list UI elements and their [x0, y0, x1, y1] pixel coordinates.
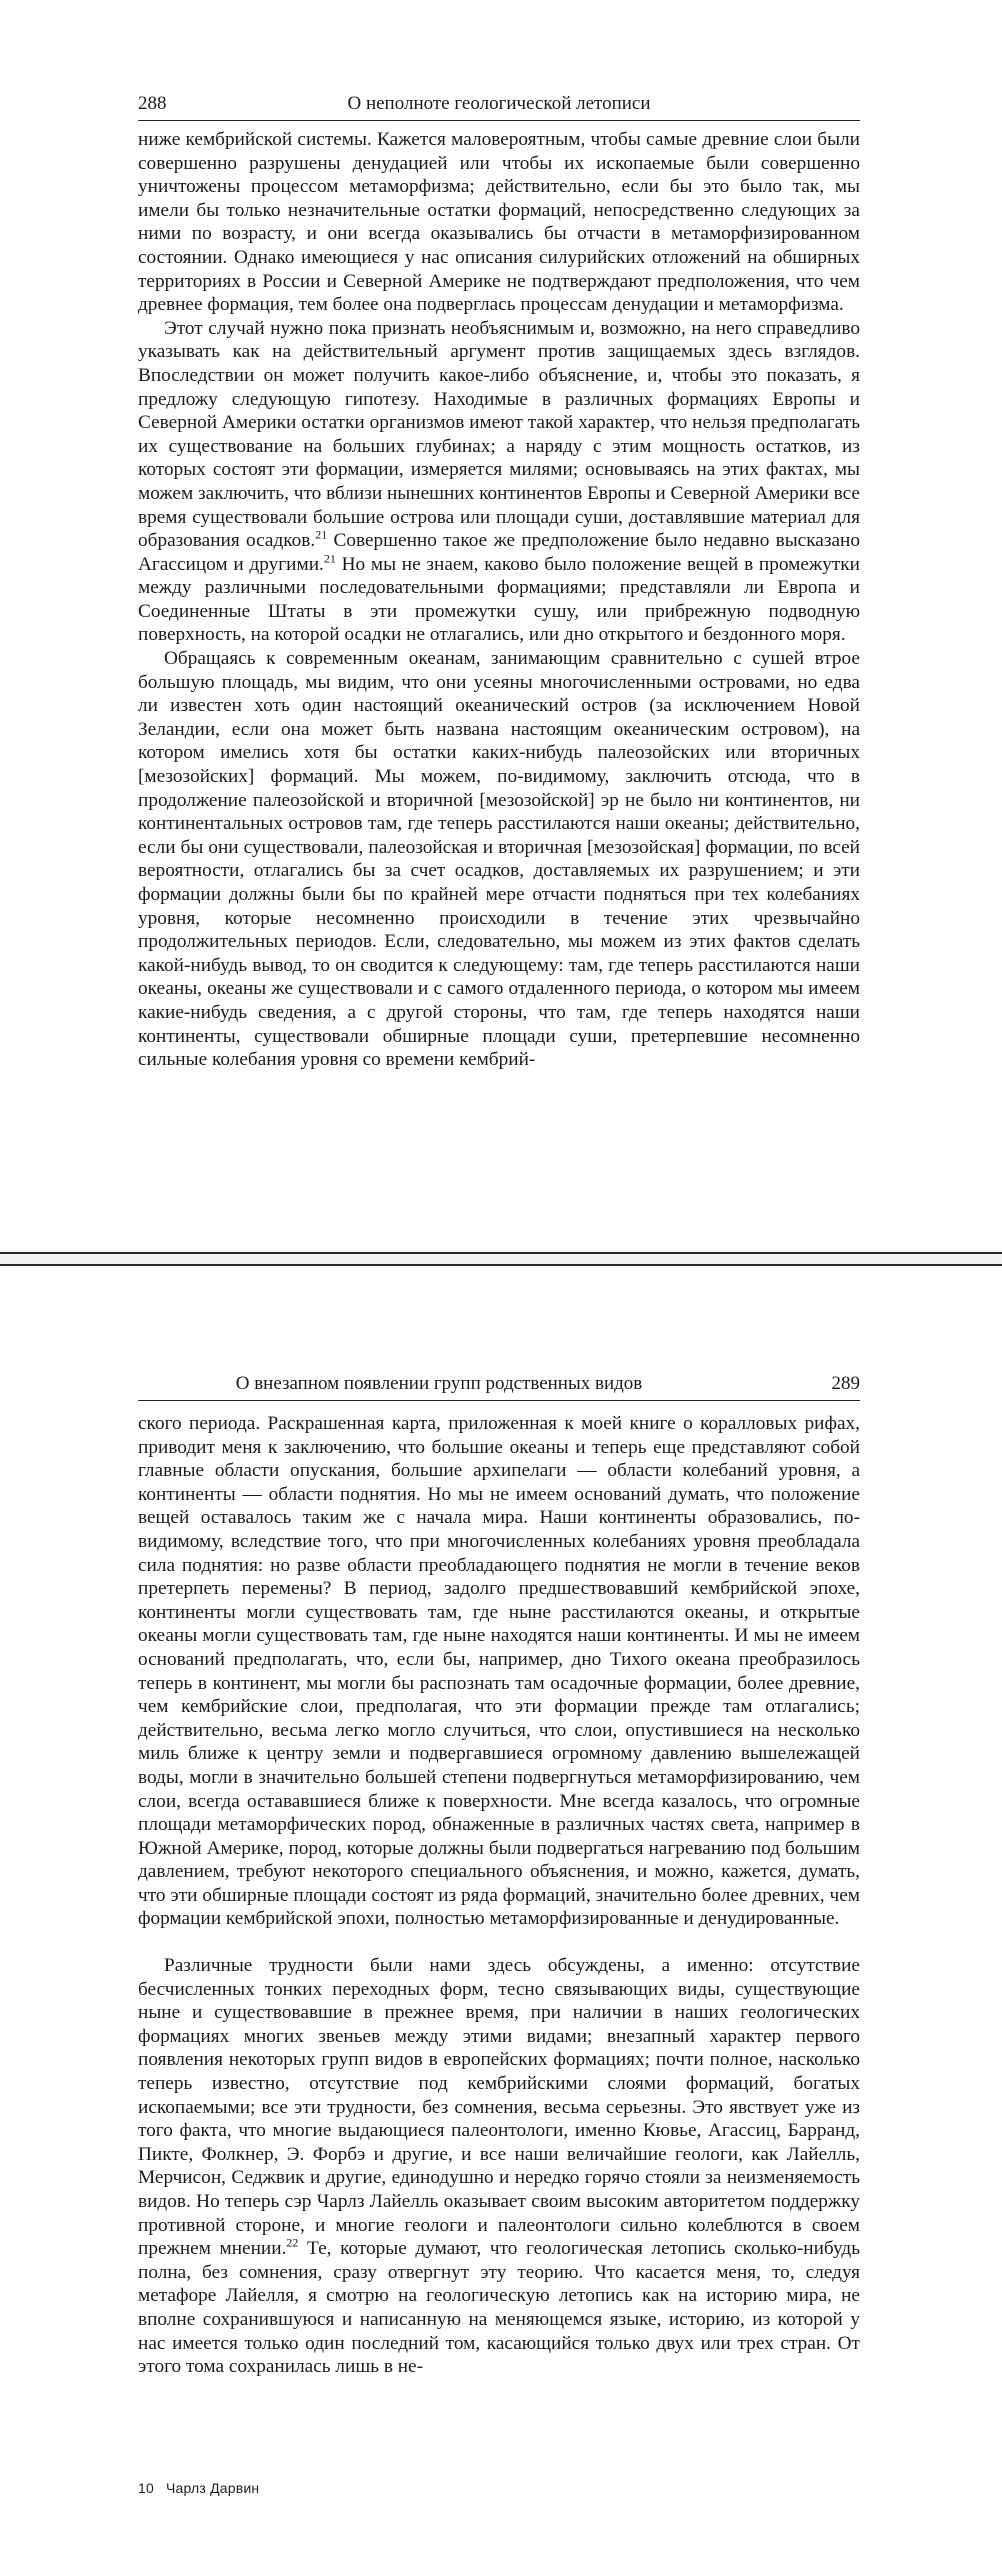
paragraph-2: Различные трудности были нами здесь обсуждены, а именно: отсутствие бесчисленных тонких переходных форм, тесно связывающих виды, существующие ныне и существовавшие в прежнее время, при наличии в наших геологических формациях многих звеньев между этими видами; внезапный характер первого появления некоторых групп видов в европейских формациях; почти полное, насколько теперь известно, отсутствие под кембрийскими слоями формаций, богатых ископаемыми; все эти трудности, без сомнения, весьма серьезны. Это явствует уже из того факта, что многие выдающиеся палеонтологи, именно Кювье, Агассиц, Барранд, Пикте, Фолкнер, Э. Форбэ и другие, и все наши величайшие геологи, как Лайелль, Мерчисон, Седжвик и другие, единодушно и нередко горячо стояли за неизменяемость видов. Но теперь сэр Чарлз Лайелль оказывает своим высоким авторитетом поддержку противной стороне, и многие геологи и палеонтологи сильно колеблются в своем прежнем мнении.$^{22}$ Те, которые думают, что геологическая летопись сколько-нибудь полна, без сомнения, сразу отвергнут эту теорию. Что касается меня, то, следуя метафоре Лайелля, я смотрю на геологическую летопись как на историю мира, не вполне сохранившуюся и написанную на меняющемся языке, историю, из которой у нас имеется только один последний том, касающийся только двух или трех стран. От этого тома сохранилась лишь в не- [138, 1955, 860, 2378]
signature-footer [138, 2480, 259, 2496]
running-title: О неполноте геологической летописи [347, 93, 651, 114]
running-head-288 [138, 90, 860, 121]
footnote-ref[interactable]: 21 [323, 551, 336, 566]
page-288-body [138, 128, 860, 1072]
running-head-289 [138, 1370, 860, 1401]
page-289-body [138, 1412, 860, 2379]
signature-number: 10 [138, 2480, 154, 2496]
paragraph-3: Обращаясь к современным океанам, занимающим сравнительно с сушей втрое большую площадь, мы видим, что они усеяны многочисленными островами, но едва ли известен хоть один настоящий океанический остров (за исключением Новой Зеландии, если она может быть названа настоящим океаническим островом), на котором имелись хотя бы остатки каких-нибудь палеозойских или вторичных [мезозойских] формаций. Мы можем, по-видимому, заключить отсюда, что в продолжение палеозойской и вторичной [мезозойской] эр не было ни континентов, ни континентальных островов там, где теперь расстилаются наши океаны; действительно, если бы они существовали, палеозойская и вторичная [мезозойская] формации, по всей вероятности, отлагались бы за счет осадков, доставляемых их разрушением; и эти формации должны были бы по крайней мере отчасти подняться при тех колебаниях уровня, которые несомненно происходили в течение этих чрезвычайно продолжительных периодов. Если, следовательно, мы можем из этих фактов сделать какой-нибудь вывод, то он сводится к следующему: там, где теперь расстилаются наши океаны, океаны же существовали и с самого отдаленного периода, о котором мы имеем какие-нибудь сведения, а с другой стороны, что там, где теперь находятся наши континенты, существовали обширные площади суши, претерпевшие несомненно сильные колебания уровня со времени кембрий- [138, 648, 860, 1071]
paragraph-1: ского периода. Раскрашенная карта, приложенная к моей книге о коралловых рифах, приводит меня к заключению, что большие океаны и теперь еще представляют собой главные области опускания, большие архипелаги — области колебаний уровня, а континенты — области поднятия. Но мы не имеем оснований думать, что положение вещей оставалось таким же с начала мира. Наши континенты образовались, по-видимому, вследствие того, что при многочисленных колебаниях уровня преобладала сила поднятия: но разве области преобладающего поднятия не могли в течение веков претерпеть перемены? В период, задолго предшествовавший кембрийской эпохе, континенты могли существовать там, где ныне расстилаются океаны, и открытые океаны могли существовать там, где ныне находятся наши континенты. И мы не имеем оснований предполагать, что, если бы, например, дно Тихого океана преобразилось теперь в континент, мы могли бы распознать там осадочные формации, более древние, чем кембрийские слои, предполагая, что эти формации прежде там отлагались; действительно, весьма легко могло случиться, что слои, опустившиеся на несколько миль ближе к центру земли и подвергавшиеся огромному давлению вышележащей воды, могли в значительно большей степени подвергнуться метаморфизированию, чем слои, всегда остававшиеся ближе к поверхности. Мне всегда казалось, что огромные площади метаморфических пород, обнаженные в различных частях света, например в Южной Америке, пород, которые должны были подвергаться нагреванию под большим давлением, требуют некоторого специального объяснения, и можно, кажется, думать, что эти обширные площади состоят из ряда формаций, значительно более древних, чем формации кембрийской эпохи, полностью метаморфизированные и денудированные. [138, 1413, 860, 1930]
page-number: 289 [831, 1373, 860, 1394]
footnote-ref[interactable]: 22 [286, 2235, 299, 2250]
signature-text: Чарлз Дарвин [165, 2480, 260, 2496]
page-289 [0, 1268, 1002, 2554]
paragraph-1: ниже кембрийской системы. Кажется маловероятным, чтобы самые древние слои были совершенно разрушены денудацией или чтобы их ископаемые были совершенно уничтожены процессом метаморфизма; действительно, если бы это было так, мы имели бы только незначительные остатки формаций, непосредственно следующих за ними по возрасту, и они всегда оказывались бы отчасти в метаморфизированном состоянии. Однако имеющиеся у нас описания силурийских отложений на обширных территориях в России и Северной Америке не подтверждают предположения, что чем древнее формация, тем более она подверглась процессам денудации и метаморфизма. [138, 129, 860, 316]
page-288 [0, 0, 1002, 1250]
page-divider [0, 1252, 1002, 1266]
paragraph-2: Этот случай нужно пока признать необъяснимым и, возможно, на него справедливо указывать как на действительный аргумент против защищаемых здесь взглядов. Впоследствии он может получить какое-либо объяснение, и, чтобы это показать, я предложу следующую гипотезу. Находимые в различных формациях Европы и Северной Америки остатки организмов имеют такой характер, что нельзя предполагать их существование на больших глубинах; а наряду с этим мощность остатков, из которых состоят эти формации, измеряется милями; основываясь на этих фактах, мы можем заключить, что вблизи нынешних континентов Европы и Северной Америки все время существовали большие острова или площади суши, доставлявшие материал для образования осадков.$^{21}$ Совершенно такое же предположение было недавно высказано Агассицом и другими.$^{21}$ Но мы не знаем, каково было положение вещей в промежутки между различными последовательными формациями; представляли ли Европа и Соединенные Штаты в эти промежутки сушу, или прибрежную подводную поверхность, на которой осадки не отлагались, или дно открытого и бездонного моря. [138, 317, 860, 646]
running-title: О внезапном появлении групп родственных видов [235, 1373, 643, 1394]
footnote-ref[interactable]: 21 [315, 527, 328, 542]
page-number: 288 [138, 93, 167, 114]
